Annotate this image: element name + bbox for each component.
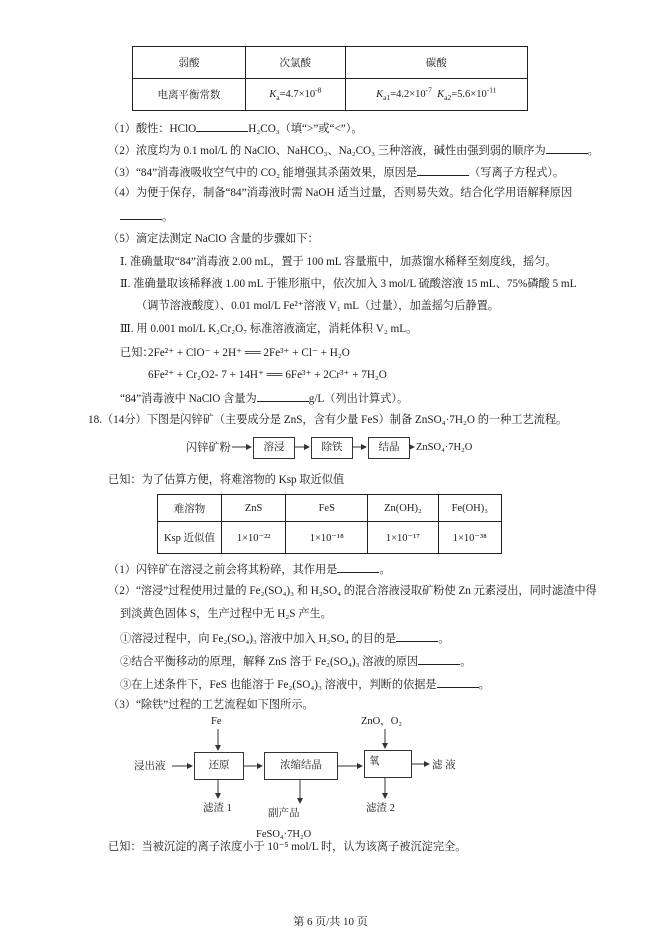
- q18-part2: （2）“溶浸”过程使用过量的 Fe₂(SO₄)₃ 和 H₂SO₄ 的混合溶液浸取矿粉使 Zn 元素浸出，同时滤渣中得: [108, 585, 597, 597]
- q18-part1: （1）闪锌矿在溶浸之前会将其粉碎，其作用是 。: [108, 561, 391, 577]
- flow2-input-label: 浸出液: [134, 761, 166, 772]
- q17-step2-cont: （调节溶液酸度）、0.01 mol/L Fe²⁺溶液 V₁ mL（过量），加盖摇匀后静置。: [136, 300, 499, 312]
- q17-part4-cont: 。: [120, 208, 173, 224]
- flow2-box-reduce: 还原: [194, 752, 244, 780]
- q17-step3: Ⅲ. 用 0.001 mol/L K₂Cr₂O₇ 标准溶液滴定，消耗体积 V₂ mL。: [120, 323, 418, 335]
- flow2-fe-label: Fe: [211, 716, 222, 727]
- table1-header-weak-acid: 弱酸: [133, 47, 246, 79]
- q17-part4: （4）为便于保存，制备“84”消毒液时需 NaOH 适当过量，否则易失效。结合化学用语解释原因: [108, 187, 573, 199]
- q18-part2-3: ③在上述条件下，FeS 也能溶于 Fe₂(SO₄)₃ 溶液中，判断的依据是 。: [120, 676, 490, 692]
- flow1-end: ZnSO₄·7H₂O: [416, 442, 473, 453]
- q18-known1: 已知：为了估算方便，将难溶物的 Ksp 取近似值: [108, 474, 345, 486]
- flow2-box-concentrate: 浓缩结晶: [264, 752, 338, 780]
- flow1-box-iron-removal: 除铁: [311, 437, 353, 459]
- ksp-value-znoh2: 1×10⁻¹⁷: [368, 522, 438, 554]
- q17-part5: （5）滴定法测定 NaClO 含量的步骤如下：: [108, 233, 319, 245]
- q18-part2-1: ①溶浸过程中，向 Fe₂(SO₄)₃ 溶液中加入 H₂SO₄ 的目的是 。: [120, 630, 449, 646]
- q18-part2-2: ②结合平衡移动的原理，解释 ZnS 溶于 Fe₂(SO₄)₃ 溶液的原因 。: [120, 653, 471, 669]
- flow2-residue2: 滤渣 2: [366, 803, 395, 814]
- q18-part2-cont: 到淡黄色固体 S，生产过程中无 H₂S 产生。: [120, 608, 332, 620]
- q17-step1: Ⅰ. 准确量取“84”消毒液 2.00 mL，置于 100 mL 容量瓶中，加蒸馏水稀释至刻度线，摇匀。: [120, 256, 557, 268]
- q17-part3: （3）“84”消毒液吸收空气中的 CO₂ 能增强其杀菌效果，原因是 （写离子方程式）。: [108, 164, 564, 180]
- q18-known2: 已知：当被沉淀的离子浓度小于 10⁻⁵ mol/L 时，认为该离子被沉淀完全。: [108, 841, 467, 853]
- q17-known-label: 已知：: [120, 347, 154, 359]
- page-footer: 第 6 页/共 10 页: [293, 916, 368, 928]
- ksp-value-feoh3: 1×10⁻³⁸: [438, 522, 501, 554]
- flow1-box-crystallize: 结晶: [368, 437, 410, 459]
- ksp-header-zns: ZnS: [221, 495, 285, 522]
- flow2-zno-label: ZnO，O₂: [361, 716, 402, 727]
- flow2-byproduct: 副产品: [268, 808, 300, 819]
- ksp-value-fes: 1×10⁻¹⁸: [286, 522, 368, 554]
- table1-header-hclo: 次氯酸: [246, 47, 346, 79]
- q17-step2: Ⅱ. 准确量取该稀释液 1.00 mL 于锥形瓶中，依次加入 3 mol/L 硫酸溶液 15 mL、75%磷酸 5 mL: [120, 278, 577, 290]
- q18-title: 18.（14分）下图是闪锌矿（主要成分是 ZnS，含有少量 FeS）制备 ZnSO₄·7H₂O 的一种工艺流程。: [88, 414, 568, 426]
- q17-part1: （1）酸性：HClO H₂CO₃（填“>”或“<”）。: [108, 120, 363, 136]
- q17-part2: （2）浓度均为 0.1 mol/L 的 NaClO、NaHCO₃、Na₂CO₃ 三种溶液，碱性由强到弱的顺序为 。: [108, 142, 599, 158]
- q17-result: “84”消毒液中 NaClO 含量为 g/L（列出计算式）。: [120, 390, 408, 406]
- flow2-residue1: 滤渣 1: [203, 803, 232, 814]
- table1-header-h2co3: 碳酸: [345, 47, 527, 79]
- q18-part3: （3）“除铁”过程的工艺流程如下图所示。: [108, 699, 314, 711]
- ksp-row-label: Ksp 近似值: [158, 522, 222, 554]
- flow1-box-leaching: 溶浸: [253, 437, 295, 459]
- flow1-start: 闪锌矿粉: [186, 442, 231, 454]
- flow2-output-label: 滤 液: [432, 760, 456, 771]
- table1-row-label: 电离平衡常数: [133, 79, 246, 111]
- q17-equation2: 6Fe²⁺ + Cr₂O2- 7 + 14H⁺ ══ 6Fe³⁺ + 2Cr³⁺ + 7H₂O: [148, 369, 387, 381]
- ksp-header-substance: 难溶物: [158, 495, 222, 522]
- table1-hclo-ka: $K_a=4.7\times 10^{-8}$: [246, 79, 346, 111]
- ksp-header-fes: FeS: [286, 495, 368, 522]
- table1-h2co3-ka: $K_{a1}=4.2\times 10^{-7}$ $K_{a2}=5.6\times 10^{-11}$: [345, 79, 527, 111]
- q17-equation1: 2Fe²⁺ + ClO⁻ + 2H⁺ ══ 2Fe³⁺ + Cl⁻ + H₂O: [148, 347, 350, 359]
- ksp-header-znoh2: Zn(OH)₂: [368, 495, 438, 522]
- ksp-value-zns: 1×10⁻²²: [221, 522, 285, 554]
- ksp-header-feoh3: Fe(OH)₃: [438, 495, 501, 522]
- flow2-box-oxidize: 氧: [364, 750, 412, 778]
- flow2-cut-label: FeSO₄·7H₂O: [256, 829, 312, 840]
